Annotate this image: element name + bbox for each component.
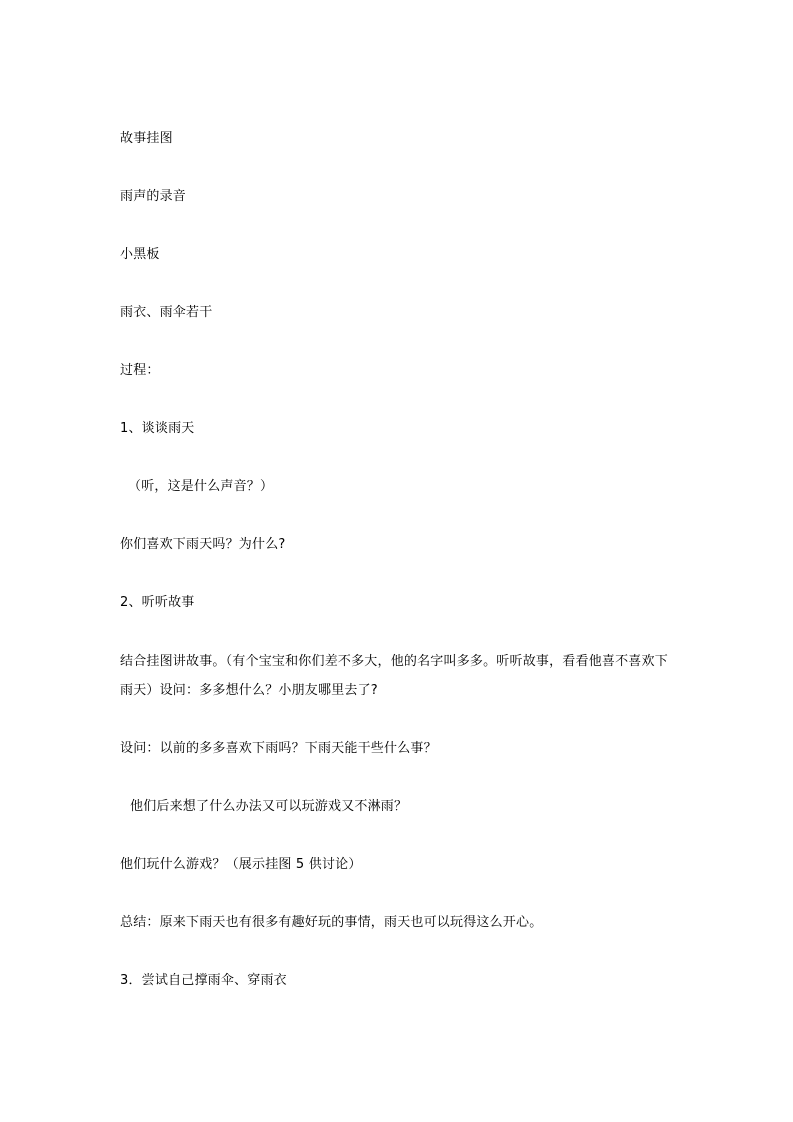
process-heading: 过程： xyxy=(120,363,160,378)
step-3-heading: 3．尝试自己撑雨伞、穿雨衣 xyxy=(120,973,287,988)
step-2-summary: 总结：原来下雨天也有很多有趣好玩的事情，雨天也可以玩得这么开心。 xyxy=(120,915,543,930)
step-2-question-idea: 他们后来想了什么办法又可以玩游戏又不淋雨？ xyxy=(130,799,408,814)
step-2-paragraph-line-2: 雨天）设问：多多想什么？小朋友哪里去了? xyxy=(120,683,378,698)
material-raincoat-umbrella: 雨衣、雨伞若干 xyxy=(120,305,213,320)
step-2-question-before: 设问：以前的多多喜欢下雨吗？下雨天能干些什么事？ xyxy=(120,741,437,756)
step-2-paragraph-line-1: 结合挂图讲故事。（有个宝宝和你们差不多大，他的名字叫多多。听听故事，看看他喜不喜欢下 xyxy=(120,654,668,669)
step-2-question-games: 他们玩什么游戏？（展示挂图 5 供讨论） xyxy=(120,857,362,872)
material-story-poster: 故事挂图 xyxy=(120,131,173,146)
step-2-heading: 2、听听故事 xyxy=(120,595,195,610)
material-small-blackboard: 小黑板 xyxy=(120,247,160,262)
step-1-heading: 1、谈谈雨天 xyxy=(120,421,195,436)
material-rain-recording: 雨声的录音 xyxy=(120,189,187,204)
step-1-question-like-rain: 你们喜欢下雨天吗？为什么? xyxy=(120,537,286,552)
step-1-question-listen: （听，这是什么声音？） xyxy=(128,479,274,494)
